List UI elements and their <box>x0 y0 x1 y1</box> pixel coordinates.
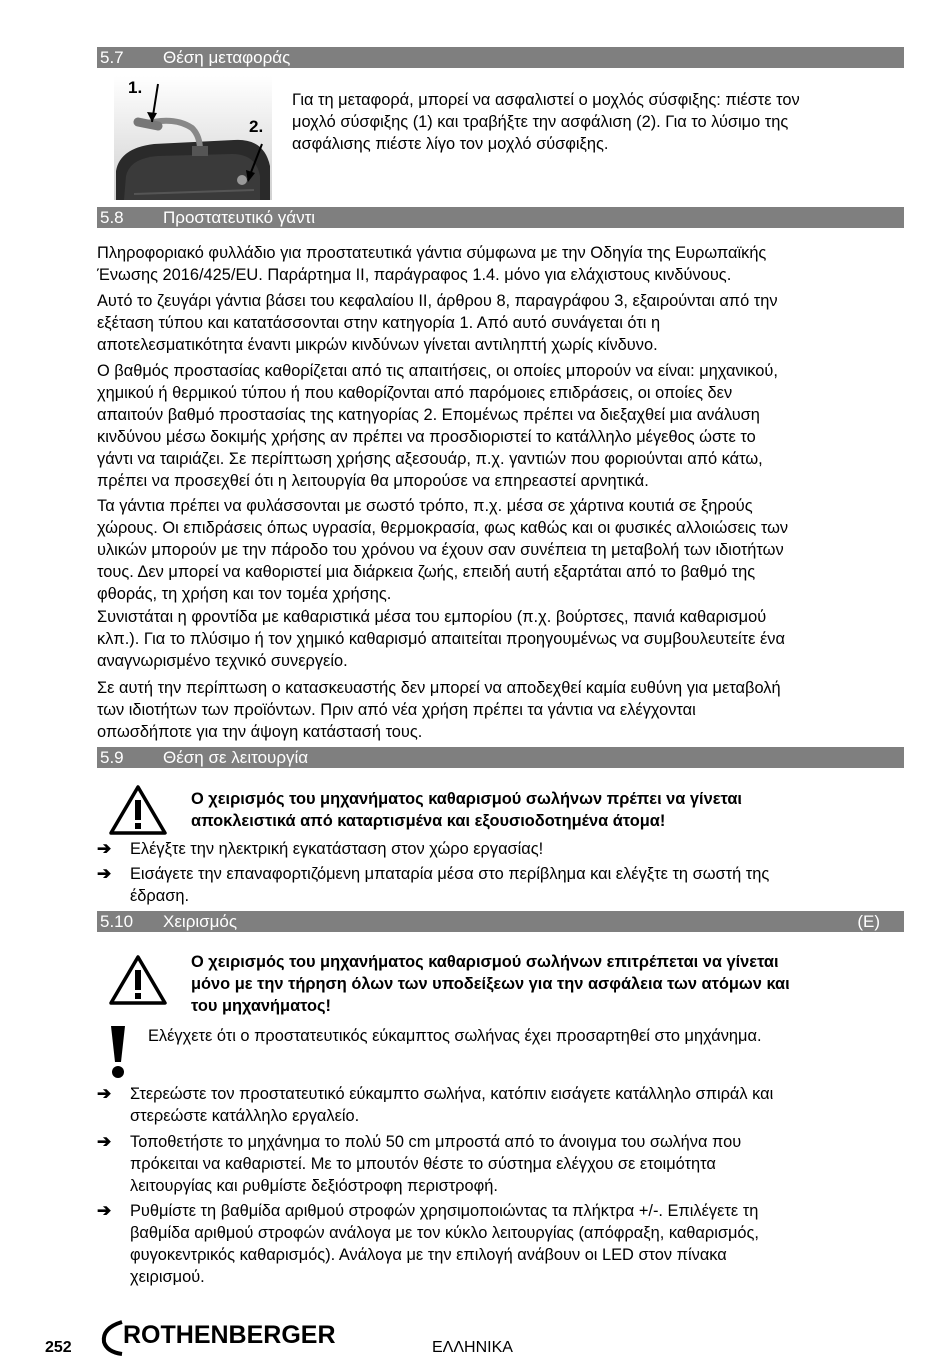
text-line: εξέταση τύπου και κατατάσσονται στην κατηγορία 1. Από αυτό συνάγεται ότι η <box>97 314 661 332</box>
section-number: 5.8 <box>100 208 124 227</box>
text-line: φθοράς, τη χρήση και τον τομέα χρήσης. <box>97 585 392 603</box>
warning-triangle-icon <box>108 784 168 836</box>
text-line: Στερεώστε τον προστατευτικό εύκαμπτο σωλήνα, κατόπιν εισάγετε κατάλληλο σπιράλ και <box>130 1085 774 1103</box>
text-line: χειρισμού. <box>130 1268 205 1286</box>
text-line: Τα γάντια πρέπει να φυλάσσονται με σωστό τρόπο, π.χ. μέσα σε χάρτινα κουτιά σε ξηρούς <box>97 497 753 515</box>
text-line: αναγνωρισμένο τεχνικό συνεργείο. <box>97 652 348 670</box>
notice-text: Ελέγχετε ότι ο προστατευτικός εύκαμπτος σωλήνας έχει προσαρτηθεί στο μηχάνημα. <box>148 1027 762 1045</box>
glove-paragraph-4 <box>97 495 897 605</box>
text-line: Τοποθετήστε το μηχάνημα το πολύ 50 cm μπροστά από το άνοιγμα του σωλήνα που <box>130 1133 742 1151</box>
warning-triangle-icon <box>108 954 168 1006</box>
text-line: κλπ.). Για το πλύσιμο ή τον χημικό καθαρισμό απαιτείται προηγουμένως να συμβουλευτείτε ένα <box>97 630 785 648</box>
rothenberger-logo <box>98 1318 348 1358</box>
warning-text-5-10 <box>191 951 891 1017</box>
text-line: πρόκειται να καθαριστεί. Με το μπουτόν θέστε το σύστημα ελέγχου σε ετοιμότητα <box>130 1155 716 1173</box>
glove-paragraph-5 <box>97 606 897 672</box>
glove-paragraph-1 <box>97 242 897 286</box>
text-line: αποτελεσματικότητα έναντι μικρών κινδύνων γίνεται αντιληπτή χωρίς κίνδυνο. <box>97 336 658 354</box>
text-line: Ο βαθμός προστασίας καθορίζεται από τις απαιτήσεις, οι οποίες μπορούν να είναι: μηχανικού, <box>97 362 778 380</box>
section-5-10-header <box>97 911 904 932</box>
text-line: φυγοκεντρικός καθαρισμός). Ανάλογα με την επιλογή ανάβουν οι LED στον πίνακα <box>130 1246 727 1264</box>
text-line: Αυτό το ζευγάρι γάντια βάσει του κεφαλαίου II, άρθρου 8, παραγράφου 3, εξαιρούνται από την <box>97 292 778 310</box>
section-title: Θέση μεταφοράς <box>163 48 291 67</box>
text-line: Για τη μεταφορά, μπορεί να ασφαλιστεί ο μοχλός σύσφιξης: πιέστε τον <box>292 91 800 109</box>
text-line: πρέπει να προσεχθεί ότι η λειτουργία θα μπορούσε να επηρεαστεί αρνητικά. <box>97 472 649 490</box>
text-line: έδραση. <box>130 887 190 905</box>
arrow-right-icon: ➔ <box>97 1084 112 1103</box>
text-line: κινδύνου μέσω δοκιμής χρήσης αν πρέπει να προσδιοριστεί το κατάλληλο μέγεθος ώστε το <box>97 428 756 446</box>
text-line: Εισάγετε την επαναφορτιζόμενη μπαταρία μέσα στο περίβλημα και ελέγξτε τη σωστή της <box>130 865 770 883</box>
warning-text-5-9 <box>191 788 891 832</box>
text-line: υλικών μπορούν με την πάροδο του χρόνου να έχουν σαν συνέπεια τη μεταβολή των ιδιοτήτων <box>97 541 784 559</box>
section-5-8-header <box>97 207 904 228</box>
text-line: των ιδιοτήτων των προϊόντων. Πριν από νέα χρήση πρέπει τα γάντια να ελέγχονται <box>97 701 696 719</box>
text-line: απαιτούν βαθμό προστασίας της κατηγορίας 2. Επομένως πρέπει να διεξαχθεί μια ανάλυση <box>97 406 760 424</box>
arrow-right-icon: ➔ <box>97 864 112 883</box>
text-line: οπωσδήποτε για την άψογη κατάστασή τους. <box>97 723 423 741</box>
transport-description <box>292 89 892 155</box>
exclamation-icon <box>108 1024 128 1079</box>
text-line: ασφάλισης πιέστε λίγο τον μοχλό σύσφιξης. <box>292 135 609 153</box>
text-line: τους. Δεν μπορεί να καθοριστεί μια διάρκεια ζωής, επειδή αυτή εξαρτάται από το βαθμό της <box>97 563 756 581</box>
text-line: Ρυθμίστε τη βαθμίδα αριθμού στροφών χρησιμοποιώντας τα πλήκτρα +/-. Επιλέγετε τη <box>130 1202 759 1220</box>
text-line: Ελέγξτε την ηλεκτρική εγκατάσταση στον χώρο εργασίας! <box>130 840 544 858</box>
text-line: Ένωσης 2016/425/EU. Παράρτημα II, παράγραφος 1.4. μόνο για ελάχιστους κινδύνους. <box>97 266 732 284</box>
text-line: Ο χειρισμός του μηχανήματος καθαρισμού σωλήνων πρέπει να γίνεται <box>191 790 742 808</box>
section-number: 5.10 <box>100 912 134 931</box>
text-line: μόνο με την τήρηση όλων των υποδείξεων για την ασφάλεια των ατόμων και <box>191 975 790 993</box>
arrow-right-icon: ➔ <box>97 1201 112 1220</box>
section-number: 5.7 <box>100 48 124 67</box>
text-line: Σε αυτή την περίπτωση ο κατασκευαστής δεν μπορεί να αποδεχθεί καμία ευθύνη για μεταβολή <box>97 679 781 697</box>
section-title: Προστατευτικό γάντι <box>163 208 316 227</box>
text-line: βαθμίδα αριθμού στροφών ανάλογα με τον κύκλο λειτουργίας (απόφραξη, καθαρισμός, <box>130 1224 759 1242</box>
section-5-7-header <box>97 47 904 68</box>
text-line: λειτουργίας και ρυθμίστε δεξιόστροφη περιστροφή. <box>130 1177 498 1195</box>
text-line: στερεώστε κατάλληλο εργαλείο. <box>130 1107 360 1125</box>
section-5-9-header <box>97 747 904 768</box>
callout-label-2: 2. <box>249 117 264 136</box>
text-line: Συνιστάται η φροντίδα με καθαριστικά μέσα του εμπορίου (π.χ. βούρτσες, πανιά καθαρισμού <box>97 608 767 626</box>
section-number: 5.9 <box>100 748 124 767</box>
text-line: χημικού ή θερμικού τύπου ή που καθορίζονται από παρόμοιες επιδράσεις, οι οποίες δεν <box>97 384 733 402</box>
text-line: Ο χειρισμός του μηχανήματος καθαρισμού σωλήνων επιτρέπεται να γίνεται <box>191 953 779 971</box>
arrow-right-icon: ➔ <box>97 1132 112 1151</box>
section-tag: (E) <box>857 912 880 931</box>
text-line: αποκλειστικά από καταρτισμένα και εξουσιοδοτημένα άτομα! <box>191 812 666 830</box>
glove-paragraph-6 <box>97 677 897 743</box>
section-title: Χειρισμός <box>163 912 238 931</box>
glove-paragraph-3 <box>97 360 897 492</box>
text-line: μοχλό σύσφιξης (1) και τραβήξτε την ασφάλιση (2). Για το λύσιμο της <box>292 113 789 131</box>
text-line: χώρους. Οι επιδράσεις όπως υγρασία, θερμοκρασία, φως καθώς και οι φυσικές αλλοιώσεις των <box>97 519 789 537</box>
brand-name: ROTHENBERGER <box>123 1321 336 1349</box>
section-title: Θέση σε λειτουργία <box>163 748 309 767</box>
arrow-right-icon: ➔ <box>97 839 112 858</box>
glove-paragraph-2 <box>97 290 897 356</box>
page-number: 252 <box>45 1339 72 1356</box>
text-line: γάντι να ταιριάζει. Σε περίπτωση χρήσης αξεσουάρ, π.χ. γαντιών που φοριούνται από κάτω, <box>97 450 763 468</box>
text-line: Πληροφοριακό φυλλάδιο για προστατευτικά γάντια σύμφωνα με την Οδηγία της Ευρωπαϊκής <box>97 244 767 262</box>
callout-label-1: 1. <box>128 78 143 97</box>
text-line: του μηχανήματος! <box>191 997 332 1015</box>
callout-arrows <box>140 82 270 192</box>
language-label: ΕΛΛΗΝΙΚΑ <box>432 1339 513 1356</box>
